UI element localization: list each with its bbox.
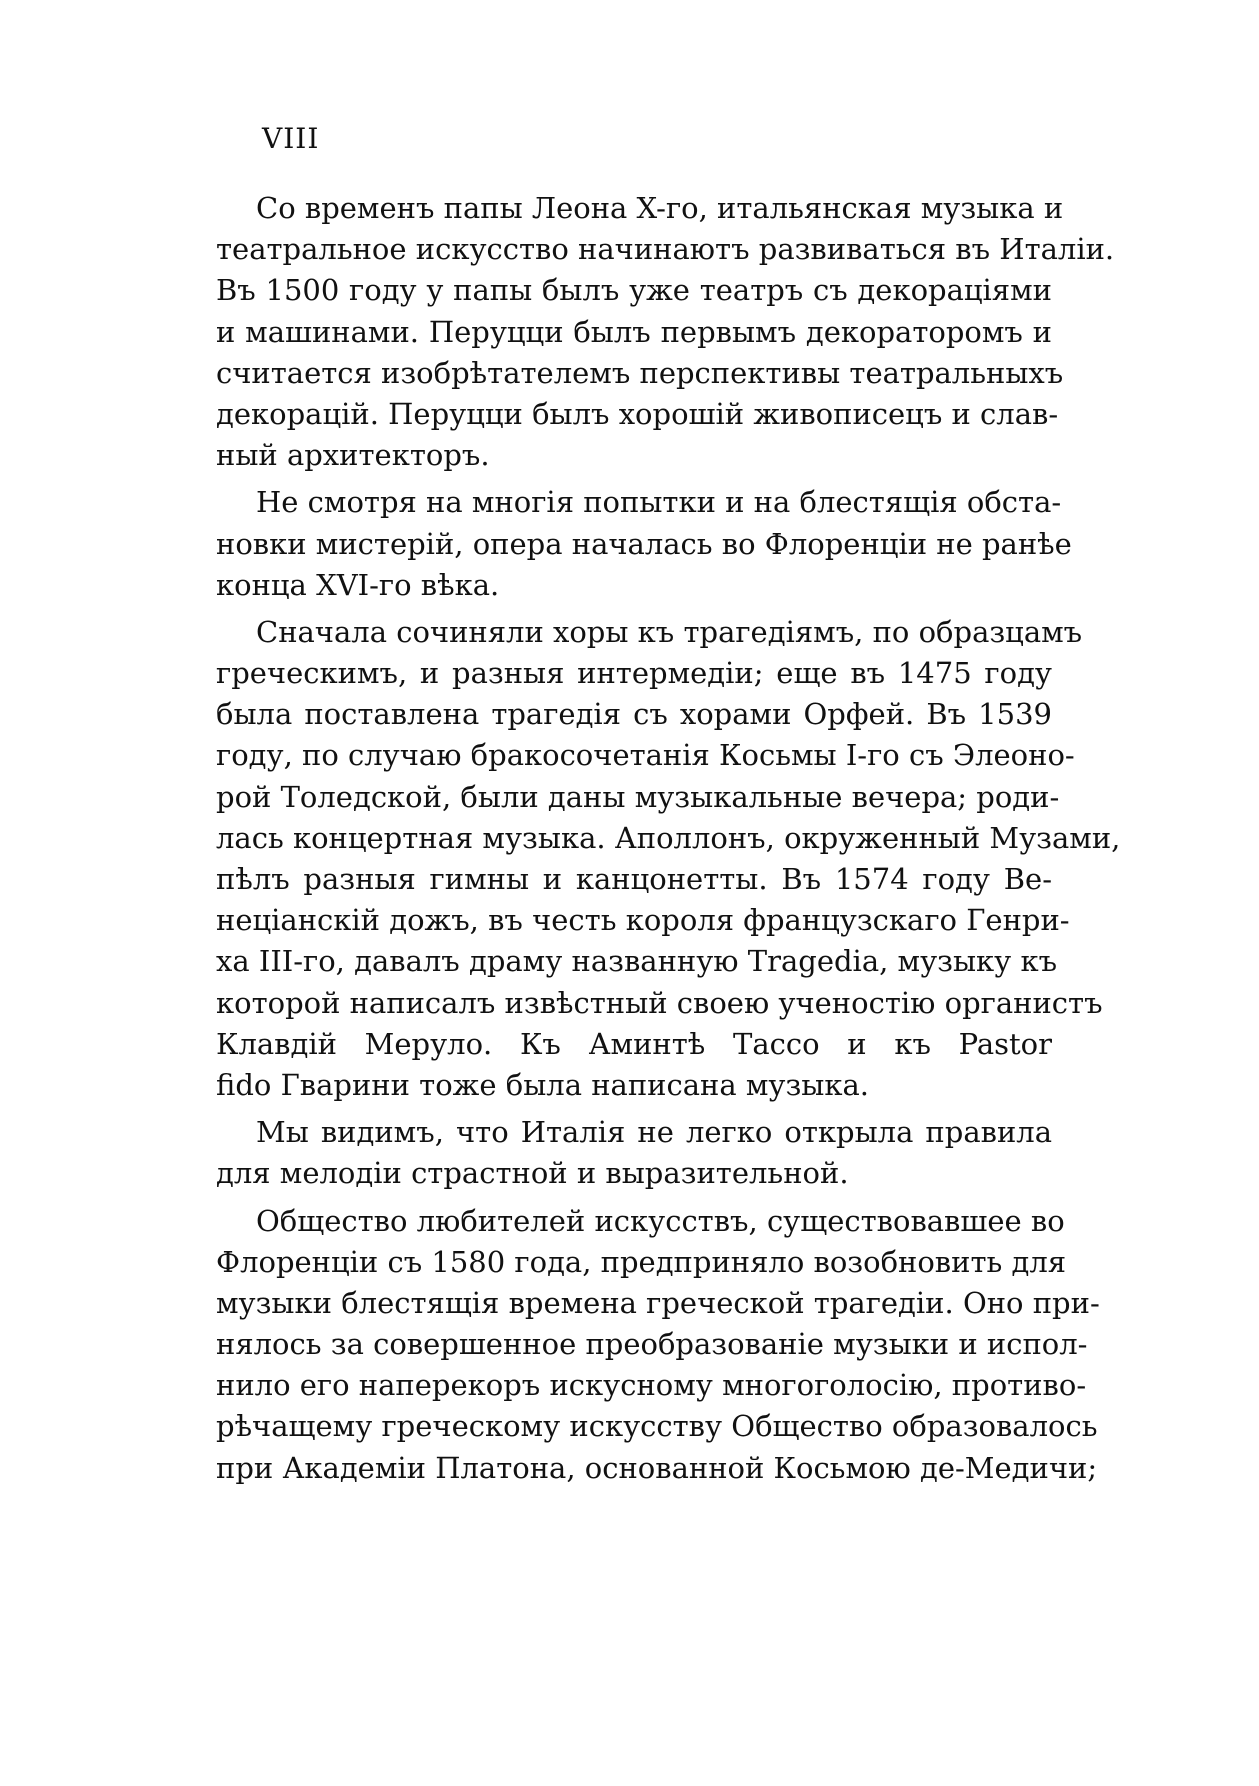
page-text (216, 188, 1121, 1495)
text-line: новки мистерій, опера началась во Флоренціи не ранѣе (216, 526, 1072, 561)
text-line: Сначала сочиняли хоры къ трагедіямъ, по образцамъ (256, 614, 1083, 649)
text-line: Клавдій Меруло. Къ Аминтѣ Тассо и къ Pastor (216, 1026, 1052, 1061)
text-line: неціанскій дожъ, въ честь короля французскаго Генри- (216, 903, 1070, 938)
text-line: нялось за совершенное преобразованіе музыки и испол- (216, 1327, 1088, 1362)
text-line: Мы видимъ, что Италія не легко открыла правила (256, 1115, 1052, 1150)
text-line: Въ 1500 году у папы былъ уже театръ съ декораціями (216, 273, 1052, 308)
text-line: лась концертная музыка. Аполлонъ, окруженный Музами, (216, 820, 1121, 855)
page-number: VIII (262, 122, 320, 155)
text-line: году, по случаю бракосочетанія Косьмы I-го съ Элеоно- (216, 738, 1075, 773)
text-line: греческимъ, и разныя интермедіи; еще въ 1475 году (216, 656, 1052, 691)
text-line: театральное искусство начинаютъ развиваться въ Италіи. (216, 232, 1115, 267)
text-line: Не смотря на многія попытки и на блестящія обста- (256, 485, 1062, 520)
text-line: Флоренціи съ 1580 года, предприняло возобновить для (216, 1244, 1067, 1279)
paragraph (216, 1201, 1100, 1489)
text-line: рѣчащему греческому искусству Общество образовалось (216, 1409, 1098, 1444)
text-line: которой написалъ извѣстный своею ученостію органистъ (216, 985, 1103, 1020)
paragraph (216, 1112, 1052, 1194)
paragraph (216, 612, 1121, 1106)
text-line: fido Гварини тоже была написана музыка. (216, 1067, 869, 1102)
text-line: конца XVI-го вѣка. (216, 567, 500, 602)
text-line: Общество любителей искусствъ, существовавшее во (256, 1203, 1065, 1238)
text-line: ный архитекторъ. (216, 438, 490, 473)
text-line: пѣлъ разныя гимны и канцонетты. Въ 1574 году Ве- (216, 862, 1052, 896)
text-line: считается изобрѣтателемъ перспективы театральныхъ (216, 355, 1064, 390)
paragraph (216, 482, 1072, 606)
text-line: музыки блестящія времена греческой трагедіи. Оно при- (216, 1285, 1100, 1320)
text-line: ха III-го, давалъ драму названную Tragedia, музыку къ (216, 944, 1058, 979)
text-line: и машинами. Перуцци былъ первымъ декораторомъ и (216, 314, 1052, 349)
text-line: Со временъ папы Леона X-го, итальянская музыка и (256, 191, 1064, 225)
text-line: рой Толедской, были даны музыкальные вечера; роди- (216, 779, 1060, 814)
text-line: нило его наперекоръ искусному многоголосію, противо- (216, 1368, 1087, 1403)
paragraph (216, 188, 1115, 476)
text-line: декорацій. Перуцци былъ хорошій живописецъ и слав- (216, 396, 1059, 431)
text-line: для мелодіи страстной и выразительной. (216, 1156, 849, 1191)
text-line: была поставлена трагедія съ хорами Орфей. Въ 1539 (216, 697, 1052, 732)
text-line: при Академіи Платона, основанной Косьмою де-Медичи; (216, 1450, 1098, 1485)
